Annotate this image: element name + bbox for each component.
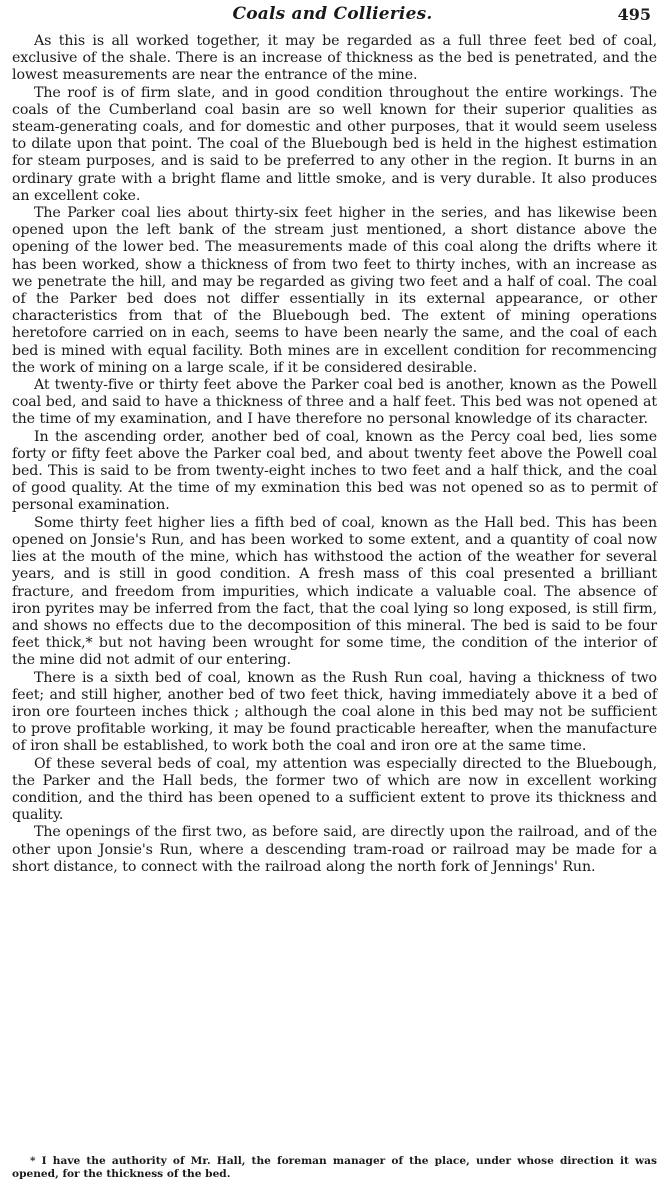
body-text — [12, 33, 657, 876]
paragraph-openings: The openings of the first two, as before said, are directly upon the railroad, and of the other upon Jonsie's Run, where a descending tram-road or railroad may be made for a short distance, to connect with the railroad along the north fork of Jennings' Run. — [12, 824, 657, 875]
paragraph-roof-and-bluebough: The roof is of firm slate, and in good condition throughout the entire workings. The coals of the Cumberland coal basin are so well known for their superior qualities as steam-generating coals, and for domestic and other purposes, that it would seem useless to dilate upon that point. The coal of the Bluebough bed is held in the highest estimation for steam purposes, and is said to be preferred to any other in the region. It burns in an ordinary grate with a bright flame and little smoke, and is very durable. It also produces an excellent coke. — [12, 84, 657, 204]
paragraph-bed-thickness: As this is all worked together, it may be regarded as a full three feet bed of coal, exclusive of the shale. There is an increase of thickness as the bed is penetrated, and the lowest measurements are near the entrance of the mine. — [12, 33, 657, 84]
paragraph-parker-coal: The Parker coal lies about thirty-six feet higher in the series, and has likewise been opened upon the left bank of the stream just mentioned, a short distance above the opening of the lower bed. The measurements made of this coal along the drifts where it has been worked, show a thickness of from two feet to thirty inches, with an increase as we penetrate the hill, and may be regarded as giving two feet and a half of coal. The coal of the Parker bed does not differ essentially in its external appearance, or other characteristics from that of the Bluebough bed. The extent of mining operations heretofore carried on in each, seems to have been nearly the same, and the coal of each bed is mined with equal facility. Both mines are in excellent condition for recommencing the work of mining on a large scale, if it be considered desirable. — [12, 205, 657, 376]
page-number: 495 — [617, 5, 651, 24]
paragraph-percy-coal: In the ascending order, another bed of coal, known as the Percy coal bed, lies some forty or fifty feet above the Parker coal bed, and about twenty feet above the Powell coal bed. This is said to be from twenty-eight inches to two feet and a half thick, and the coal of good quality. At the time of my exmination this bed was not opened so as to permit of personal examination. — [12, 428, 657, 514]
paragraph-rush-run-coal: There is a sixth bed of coal, known as the Rush Run coal, having a thickness of two feet; and still higher, another bed of two feet thick, having immediately above it a bed of iron ore fourteen inches thick ; although the coal alone in this bed may not be sufficient to prove profitable working, it may be found practicable hereafter, when the manufacture of iron shall be established, to work both the coal and iron ore at the same time. — [12, 669, 657, 755]
paragraph-several-beds: Of these several beds of coal, my attention was especially directed to the Bluebough, the Parker and the Hall beds, the former two of which are now in excellent working condition, and the third has been opened to a sufficient extent to prove its thickness and quality. — [12, 755, 657, 824]
page-header — [0, 4, 665, 28]
footnote: * I have the authority of Mr. Hall, the foreman manager of the place, under whose direction it was opened, for the thickness of the bed. — [12, 1155, 657, 1180]
paragraph-hall-bed: Some thirty feet higher lies a fifth bed of coal, known as the Hall bed. This has been opened on Jonsie's Run, and has been worked to some extent, and a quantity of coal now lies at the mouth of the mine, which has withstood the action of the weather for several years, and is still in good condition. A fresh mass of this coal presented a brilliant fracture, and freedom from impurities, which indicate a valuable coal. The absence of iron pyrites may be inferred from the fact, that the coal lying so long exposed, is still firm, and shows no effects due to the decomposition of this mineral. The bed is said to be four feet thick,* but not having been wrought for some time, the condition of the interior of the mine did not admit of our entering. — [12, 514, 657, 669]
paragraph-powell-coal: At twenty-five or thirty feet above the Parker coal bed is another, known as the Powell coal bed, and said to have a thickness of three and a half feet. This bed was not opened at the time of my examination, and I have therefore no personal knowledge of its character. — [12, 377, 657, 428]
running-title: Coals and Collieries. — [232, 4, 433, 24]
